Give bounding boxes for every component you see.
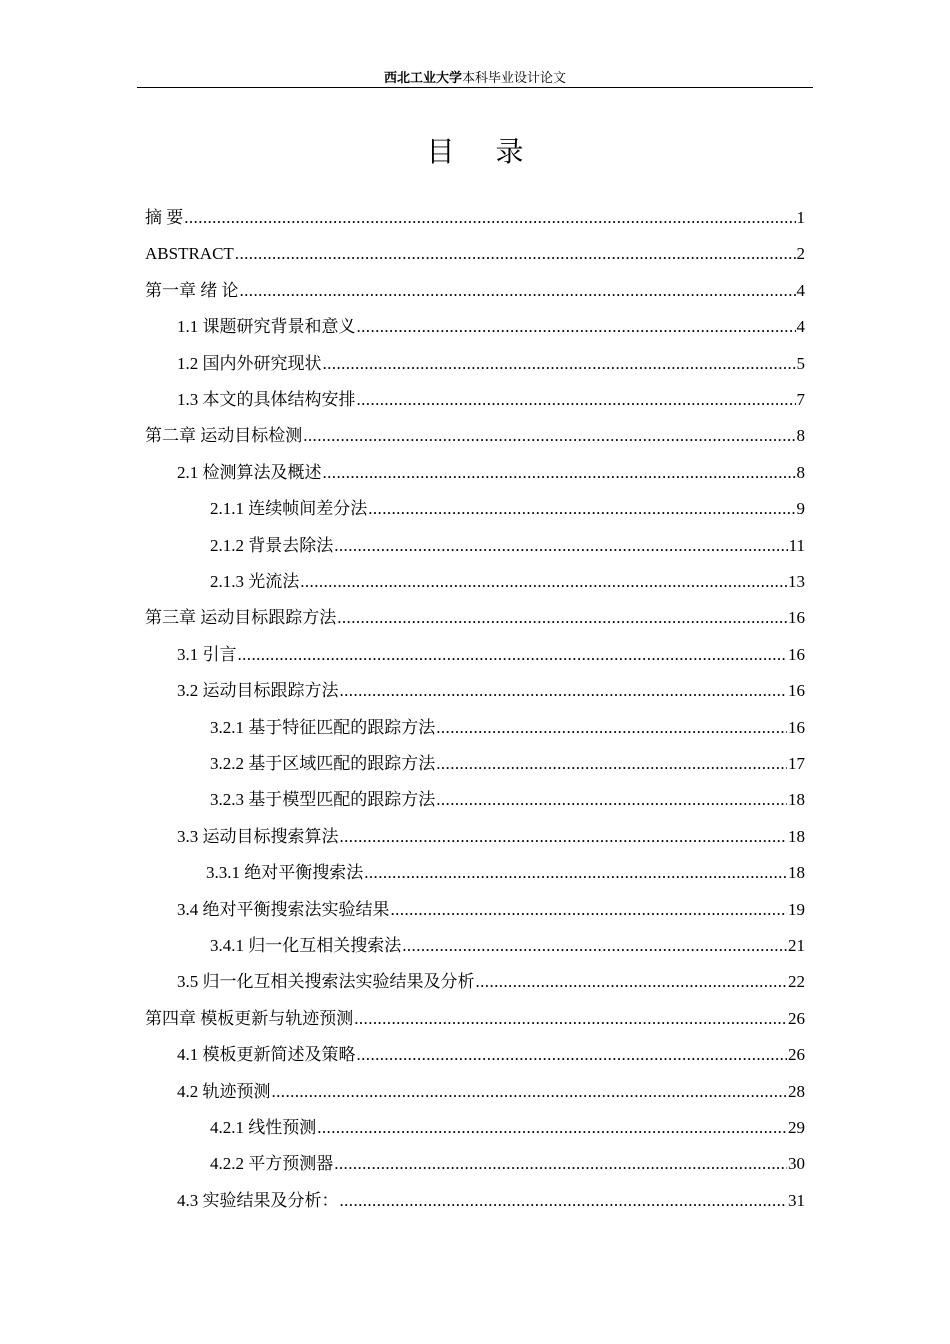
toc-entry[interactable] (206, 849, 805, 885)
toc-entry[interactable] (177, 667, 805, 703)
toc-entry[interactable] (177, 303, 805, 339)
toc-entry-label: 3.2.2 基于区域匹配的跟踪方法 (210, 754, 436, 773)
toc-leader-dots (367, 497, 795, 521)
toc-entry[interactable] (177, 886, 805, 922)
toc-leader-dots (299, 570, 787, 594)
toc-page-number: 26 (788, 1045, 805, 1065)
toc-page-number: 18 (788, 826, 805, 846)
toc-entry-label: 3.3 运动目标搜索算法 (177, 826, 339, 846)
toc-page-number: 16 (788, 717, 805, 737)
toc-page-number: 8 (796, 462, 805, 482)
toc-entry[interactable] (210, 485, 805, 521)
toc-entry[interactable] (177, 1068, 805, 1104)
toc-leader-dots (234, 242, 796, 266)
toc-entry[interactable] (145, 594, 805, 630)
toc-entry-label: 2.1.3 光流法 (210, 572, 300, 591)
toc-entry[interactable] (177, 449, 805, 485)
toc-entry-label: 1.3 本文的具体结构安排 (177, 390, 356, 409)
toc-entry-label: 3.2.1 基于特征匹配的跟踪方法 (210, 717, 436, 737)
toc-entry-label: 1.1 课题研究背景和意义 (177, 317, 356, 337)
toc-leader-dots (401, 934, 787, 958)
toc-entry[interactable] (177, 813, 805, 849)
toc-page-number: 21 (788, 936, 805, 955)
toc-page-number: 16 (788, 681, 805, 701)
toc-page-number: 17 (788, 754, 805, 773)
toc-page-number: 18 (788, 863, 805, 883)
toc-entry-label: 3.3.1 绝对平衡搜索法 (206, 863, 364, 883)
toc-leader-dots (363, 861, 787, 885)
toc-page-number: 26 (788, 1008, 805, 1028)
toc-leader-dots (183, 206, 795, 230)
toc-leader-dots (333, 1152, 787, 1176)
header-school: 西北工业大学 (383, 70, 462, 85)
toc-leader-dots (356, 315, 796, 339)
toc-entry-label: 4.2 轨迹预测 (177, 1081, 271, 1101)
toc-leader-dots (356, 388, 796, 412)
header-subtitle: 本科毕业设计论文 (462, 70, 567, 85)
toc-page-number: 7 (796, 390, 805, 409)
toc-entry[interactable] (145, 995, 805, 1031)
toc-entry-label: 4.1 模板更新简述及策略 (177, 1045, 356, 1065)
toc-entry-label: 2.1 检测算法及概述 (177, 462, 322, 482)
toc-leader-dots (333, 534, 787, 558)
toc-page-number: 22 (788, 972, 805, 992)
toc-entry[interactable] (145, 230, 805, 266)
toc-leader-dots (336, 606, 787, 630)
toc-leader-dots (475, 970, 788, 994)
toc-page-number: 11 (788, 535, 805, 555)
toc-entry-label: 3.2 运动目标跟踪方法 (177, 681, 339, 701)
toc-entry[interactable] (177, 1177, 805, 1213)
toc-leader-dots (339, 1189, 788, 1213)
toc-entry[interactable] (177, 631, 805, 667)
toc-entry-label: 2.1.2 背景去除法 (210, 535, 334, 555)
toc-entry[interactable] (210, 1140, 805, 1176)
toc-leader-dots (356, 1043, 788, 1067)
toc-entry-label: 第三章 运动目标跟踪方法 (145, 608, 337, 628)
toc-entry[interactable] (177, 1031, 805, 1067)
toc-leader-dots (339, 679, 788, 703)
toc-leader-dots (435, 788, 787, 812)
toc-leader-dots (237, 643, 788, 667)
toc-entry[interactable] (177, 340, 805, 376)
toc-entry-label: 3.1 引言 (177, 644, 237, 664)
toc-leader-dots (271, 1080, 788, 1104)
toc-entry[interactable] (145, 412, 805, 448)
toc-page-number: 13 (788, 572, 805, 591)
toc-page-number: 30 (788, 1154, 805, 1174)
toc-entry[interactable] (210, 1104, 805, 1140)
toc-entry-label: 第四章 模板更新与轨迹预测 (145, 1008, 354, 1028)
toc-entry[interactable] (145, 194, 805, 230)
toc-entry-label: 3.5 归一化互相关搜索法实验结果及分析 (177, 972, 475, 992)
toc-entry-label: 1.2 国内外研究现状 (177, 353, 322, 373)
toc-leader-dots (339, 825, 788, 849)
toc-leader-dots (435, 716, 787, 740)
toc-page-number: 4 (796, 317, 805, 337)
toc-entry-label: 4.2.1 线性预测 (210, 1118, 317, 1137)
toc-page-number: 16 (788, 644, 805, 664)
toc-page-number: 29 (788, 1118, 805, 1137)
page-title: 目 录 (426, 135, 540, 168)
toc-page-number: 1 (796, 208, 805, 227)
toc-leader-dots (316, 1116, 787, 1140)
toc-entry-label: 2.1.1 连续帧间差分法 (210, 499, 368, 519)
toc-leader-dots (322, 461, 796, 485)
toc-page-number: 31 (788, 1190, 805, 1210)
toc-page-number: 8 (796, 426, 805, 446)
toc-entry-label: ABSTRACT (145, 244, 234, 264)
toc-entry-label: 4.2.2 平方预测器 (210, 1154, 334, 1174)
toc-page-number: 5 (796, 353, 805, 373)
toc-page-number: 4 (796, 280, 805, 300)
toc-entry-label: 3.2.3 基于模型匹配的跟踪方法 (210, 790, 436, 810)
toc-entry[interactable] (210, 922, 805, 958)
toc-entry[interactable] (210, 704, 805, 740)
toc-entry[interactable] (210, 776, 805, 812)
toc-page-number: 9 (796, 499, 805, 519)
toc-leader-dots (390, 898, 788, 922)
toc-entry-label: 4.3 实验结果及分析： (177, 1190, 339, 1210)
toc-entry-label: 第一章 绪 论 (145, 280, 239, 300)
header-rule (137, 87, 813, 88)
toc-leader-dots (353, 1007, 787, 1031)
toc-entry[interactable] (145, 267, 805, 303)
toc-entry-label: 摘 要 (145, 208, 184, 227)
toc-entry[interactable] (177, 958, 805, 994)
toc-leader-dots (302, 424, 795, 448)
toc-leader-dots (239, 279, 796, 303)
toc-entry-label: 第二章 运动目标检测 (145, 426, 303, 446)
toc-entry[interactable] (210, 740, 805, 776)
toc-entry[interactable] (177, 376, 805, 412)
toc-page-number: 2 (796, 244, 805, 264)
toc-page-number: 16 (788, 608, 805, 628)
toc-entry[interactable] (210, 522, 805, 558)
toc-entry[interactable] (210, 558, 805, 594)
page-header (137, 68, 813, 87)
toc-leader-dots (435, 752, 787, 776)
toc-page-number: 19 (788, 899, 805, 919)
toc-page-number: 18 (788, 790, 805, 810)
toc-entry-label: 3.4.1 归一化互相关搜索法 (210, 936, 402, 955)
toc-entry-label: 3.4 绝对平衡搜索法实验结果 (177, 899, 390, 919)
toc-leader-dots (322, 352, 796, 376)
toc-page-number: 28 (788, 1081, 805, 1101)
